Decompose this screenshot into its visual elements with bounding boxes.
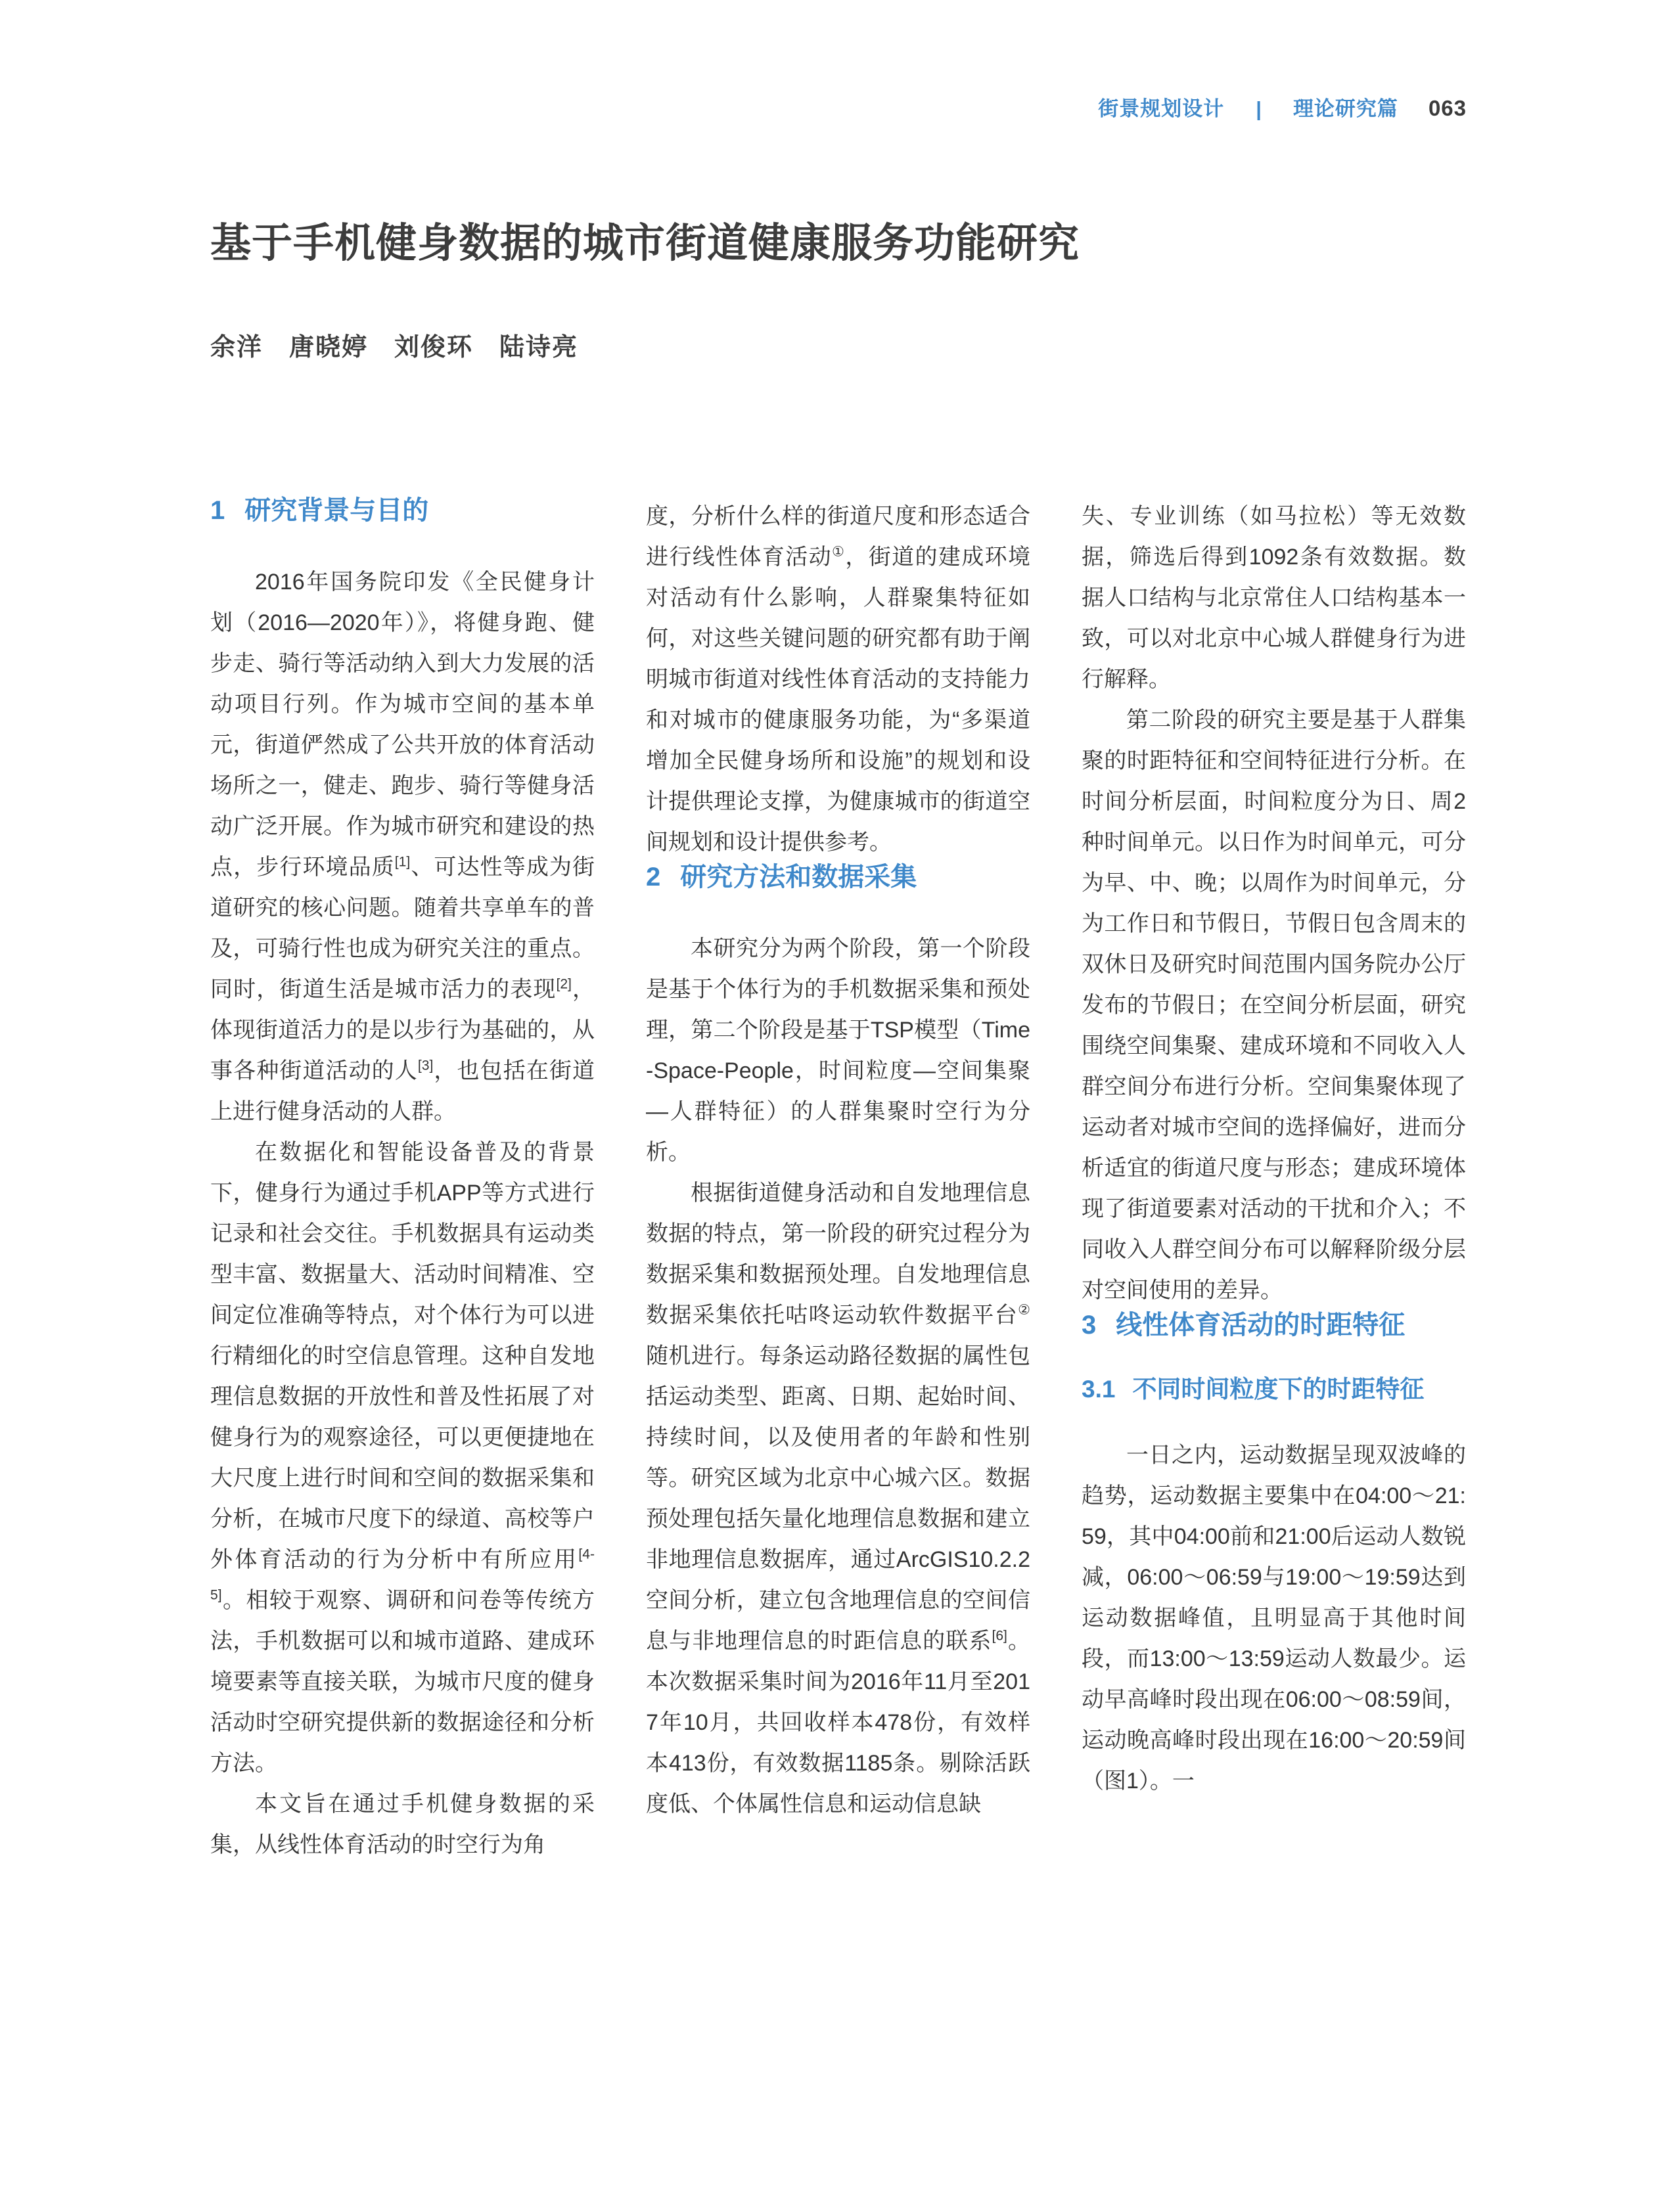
column-2 — [646, 496, 1030, 1865]
reference-marker: [1] — [394, 854, 411, 870]
subsection-title-3-1: 不同时间粒度下的时距特征 — [1132, 1376, 1425, 1403]
column-3 — [1082, 496, 1466, 1865]
paragraph — [210, 562, 595, 1132]
paragraph-text: 度，分析什么样的街道尺度和形态适合进行线性体育活动 — [646, 504, 1030, 570]
reference-marker: [2] — [556, 976, 572, 992]
section-title-2: 研究方法和数据采集 — [680, 863, 917, 892]
author-list: 余洋 唐晓婷 刘俊环 陆诗亮 — [210, 334, 579, 361]
paragraph: 一日之内，运动数据呈现双波峰的趋势，运动数据主要集中在04:00～21:59，其中04:00前和21:00后运动人数锐减，06:00～06:59与19:00～19:59达到运动数据峰值，且明显高于其他时间段，而13:00～13:59运动人数最少。运动早高峰时段出现在06:00～08:59间，运动晚高峰时段出现在16:00～20:59间（图1）。一 — [1082, 1442, 1466, 1794]
paragraph: 失、专业训练（如马拉松）等无效数据，筛选后得到1092条有效数据。数据人口结构与北京常住人口结构基本一致，可以对北京中心城人群健身行为进行解释。 — [1082, 504, 1466, 692]
paragraph-text: 、可达性等成为街道研究的核心问题。随着共享单车的普及，可骑行性也成为研究关注的重点。同时，街道生活是城市活力的表现 — [210, 855, 595, 1002]
paragraph-text: ，体现街道活力的是以步行为基础的，从事各种街道活动的人 — [210, 977, 595, 1083]
reference-marker: [4-5] — [210, 1546, 595, 1603]
subsection-heading-3-1 — [1082, 1376, 1466, 1403]
paragraph-text: 质 — [371, 855, 395, 880]
note-marker: ① — [832, 544, 846, 560]
paragraph: 本文旨在通过手机健身数据的采集，从线性体育活动的时空行为角 — [210, 1792, 595, 1857]
body-columns — [210, 496, 1465, 1865]
section-number-2: 2 — [646, 863, 661, 892]
running-head-category: 理论研究篇 — [1292, 97, 1398, 120]
paragraph-text: 随机进行。每条运动路径数据的属性包括运动类型、距离、日期、起始时间、持续时间，以及使用者的年龄和性别等。研究区域为北京中心城六区。数据预处理包括矢量化地理信息数据和建立非地理信息数据库，通过ArcGIS10.2.2空间分析，建立包含地理信息的空间信息与非地理信息的时距信息的联系 — [646, 1343, 1030, 1654]
paragraph — [646, 496, 1030, 863]
running-head — [1098, 92, 1467, 122]
paragraph: 本研究分为两个阶段，第一个阶段是基于个体行为的手机数据采集和预处理，第二个阶段是基于TSP模型（Time-Space-People，时间粒度—空间集聚—人群特征）的人群集聚时空行为分析。 — [646, 936, 1030, 1165]
subsection-number-3-1: 3.1 — [1082, 1376, 1116, 1403]
page-number: 063 — [1428, 96, 1467, 120]
paragraph-text: 。相较于观察、调研和问卷等传统方法，手机数据可以和城市道路、建成环境要素等直接关联，为城市尺度的健身活动时空研究提供新的数据途径和分析方法。 — [210, 1588, 595, 1776]
paragraph-text: ，也包括在街道上进行健身活动的人群。 — [210, 1058, 595, 1124]
reference-marker: [3] — [417, 1058, 434, 1073]
running-head-section: 街景规划设计 — [1098, 97, 1225, 120]
section-number-1: 1 — [210, 496, 225, 525]
paragraph — [210, 1132, 595, 1784]
paragraph: 第二阶段的研究主要是基于人群集聚的时距特征和空间特征进行分析。在时间分析层面，时间粒度分为日、周2种时间单元。以日作为时间单元，可分为早、中、晚；以周作为时间单元，分为工作日和节假日，节假日包含周末的双休日及研究时间范围内国务院办公厅发布的节假日；在空间分析层面，研究围绕空间集聚、建成环境和不同收入人群空间分布进行分析。空间集聚体现了运动者对城市空间的选择偏好，进而分析适宜的街道尺度与形态；建成环境体现了街道要素对活动的干扰和介入；不同收入人群空间分布可以解释阶级分层对空间使用的差异。 — [1082, 708, 1466, 1303]
column-1 — [210, 496, 595, 1865]
reference-marker: [6] — [992, 1628, 1007, 1644]
section-number-3: 3 — [1082, 1311, 1097, 1340]
section-heading-2 — [646, 863, 1030, 892]
section-title-3: 线性体育活动的时距特征 — [1116, 1311, 1406, 1340]
section-heading-1 — [210, 496, 595, 525]
paragraph — [646, 1173, 1030, 1824]
section-heading-3 — [1082, 1311, 1466, 1340]
paragraph-text: 。本次数据采集时间为2016年11月至2017年10月，共回收样本478份，有效样本413份，有效数据1185条。剔除活跃度低、个体属性信息和运动信息缺 — [646, 1629, 1031, 1817]
note-marker: ② — [1018, 1302, 1030, 1318]
paragraph-text: 根据街道健身活动和自发地理信息数据的特点，第一阶段的研究过程分为数据采集和数据预处理。自发地理信息数据采集依托咕咚运动软件数据平台 — [646, 1181, 1030, 1328]
paragraph-text: ，街道的建成环境对活动有什么影响，人群聚集特征如何，对这些关键问题的研究都有助于阐明城市街道对线性体育活动的支持能力和对城市的健康服务功能，为“多渠道增加全民健身场所和设施”的规划和设计提供理论支撑，为健康城市的街道空间规划和设计提供参考。 — [646, 545, 1030, 855]
section-title-1: 研究背景与目的 — [244, 496, 429, 525]
running-head-divider: | — [1256, 97, 1262, 120]
paragraph-text: 2016年国务院印发《全民健身计划（2016—2020年）》，将健身跑、健步走、骑行等活动纳入到大力发展的活动项目行列。作为城市空间的基本单元，街道俨然成了公共开放的体育活动场所之一，健走、跑步、骑行等健身活动广泛开展。作为城市研究和建设的热点，步行环境品 — [210, 570, 595, 880]
page-title: 基于手机健身数据的城市街道健康服务功能研究 — [210, 220, 1080, 266]
paragraph-text: 在数据化和智能设备普及的背景下，健身行为通过手机APP等方式进行记录和社会交往。手机数据具有运动类型丰富、数据量大、活动时间精准、空间定位准确等特点，对个体行为可以进行精细化的时空信息管理。这种自发地理信息数据的开放性和普及性拓展了对健身行为的观察途径，可以更便捷地在大尺度上进行时间和空间的数据采集和分析，在城市尺度下的绿道、高校等户外体育活动的行为分析中有所应用 — [210, 1140, 595, 1572]
